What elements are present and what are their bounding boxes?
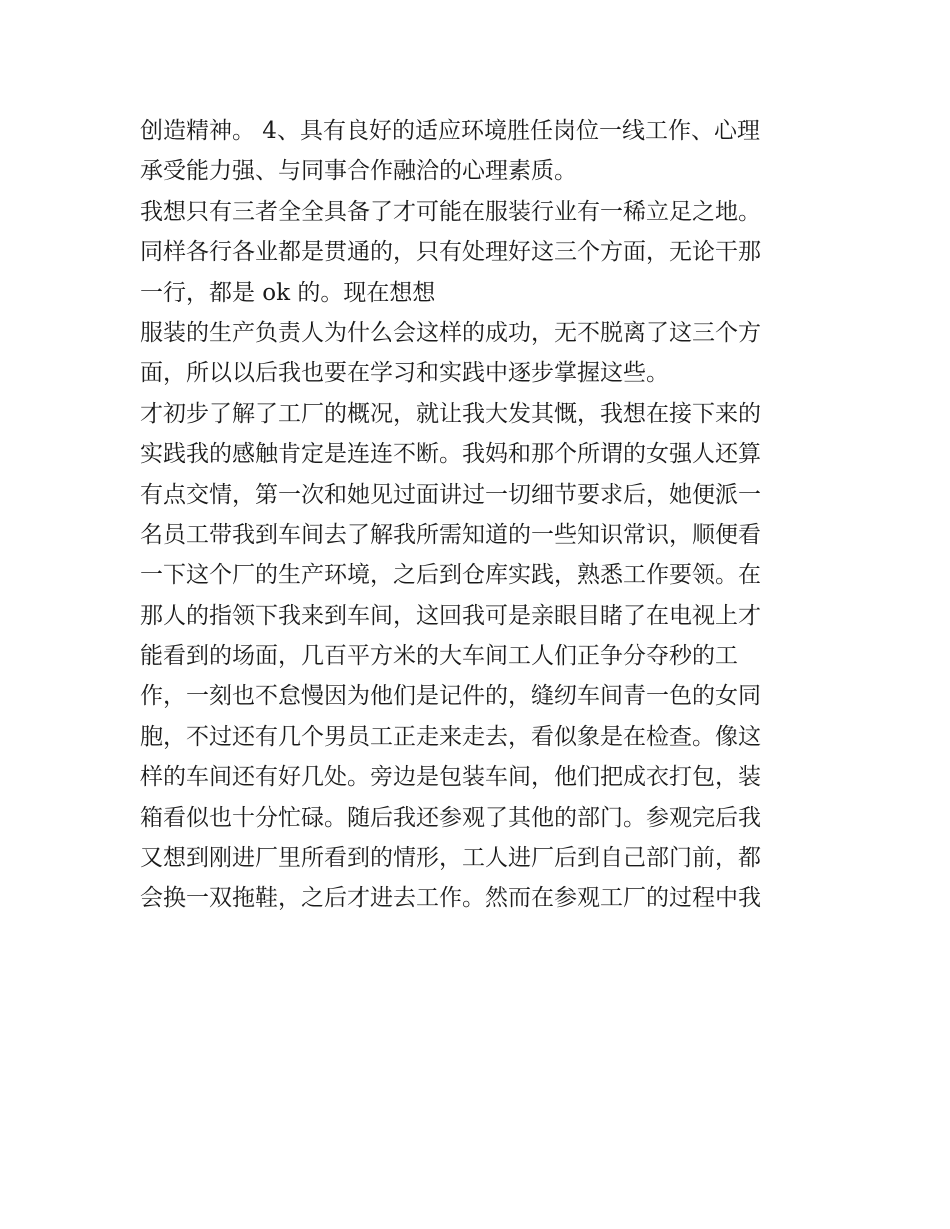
text-line: 又想到刚进厂里所看到的情形，工人进厂后到自己部门前，都 [140, 845, 761, 872]
text-line: 实践我的感触肯定是连连不断。我妈和那个所谓的女强人还算 [140, 441, 761, 468]
text-line: 面，所以以后我也要在学习和实践中逐步掌握这些。 [140, 360, 669, 387]
text-line: 那人的指领下我来到车间，这回我可是亲眼目睹了在电视上才 [140, 602, 761, 629]
text-line: 我想只有三者全全具备了才可能在服装行业有一稀立足之地。 [140, 198, 761, 225]
text-line: 一下这个厂的生产环境，之后到仓库实践，熟悉工作要领。在 [140, 562, 761, 589]
text-line: 一行，都是 ok 的。现在想想 [140, 279, 436, 306]
text-line: 会换一双拖鞋，之后才进去工作。然而在参观工厂的过程中我 [140, 885, 761, 912]
text-line: 能看到的场面，几百平方米的大车间工人们正争分夺秒的工 [140, 643, 738, 670]
text-line: 承受能力强、与同事合作融洽的心理素质。 [140, 158, 577, 185]
text-line: 胞，不过还有几个男员工正走来走去，看似象是在检查。像这 [140, 723, 761, 750]
text-line: 才初步了解了工厂的概况，就让我大发其慨，我想在接下来的 [140, 400, 761, 427]
text-line: 创造精神。 4、具有良好的适应环境胜任岗位一线工作、心理 [140, 118, 760, 144]
body-text [140, 111, 830, 919]
text-line: 同样各行各业都是贯通的，只有处理好这三个方面，无论干那 [140, 239, 761, 266]
text-line: 服装的生产负责人为什么会这样的成功，无不脱离了这三个方 [140, 319, 761, 346]
text-line: 箱看似也十分忙碌。随后我还参观了其他的部门。参观完后我 [140, 804, 761, 831]
text-line: 有点交情，第一次和她见过面讲过一切细节要求后，她便派一 [140, 481, 761, 508]
text-line: 样的车间还有好几处。旁边是包装车间，他们把成衣打包，装 [140, 764, 761, 791]
text-line: 作，一刻也不怠慢因为他们是记件的，缝纫车间青一色的女同 [140, 683, 761, 710]
text-line: 名员工带我到车间去了解我所需知道的一些知识常识，顺便看 [140, 521, 761, 548]
